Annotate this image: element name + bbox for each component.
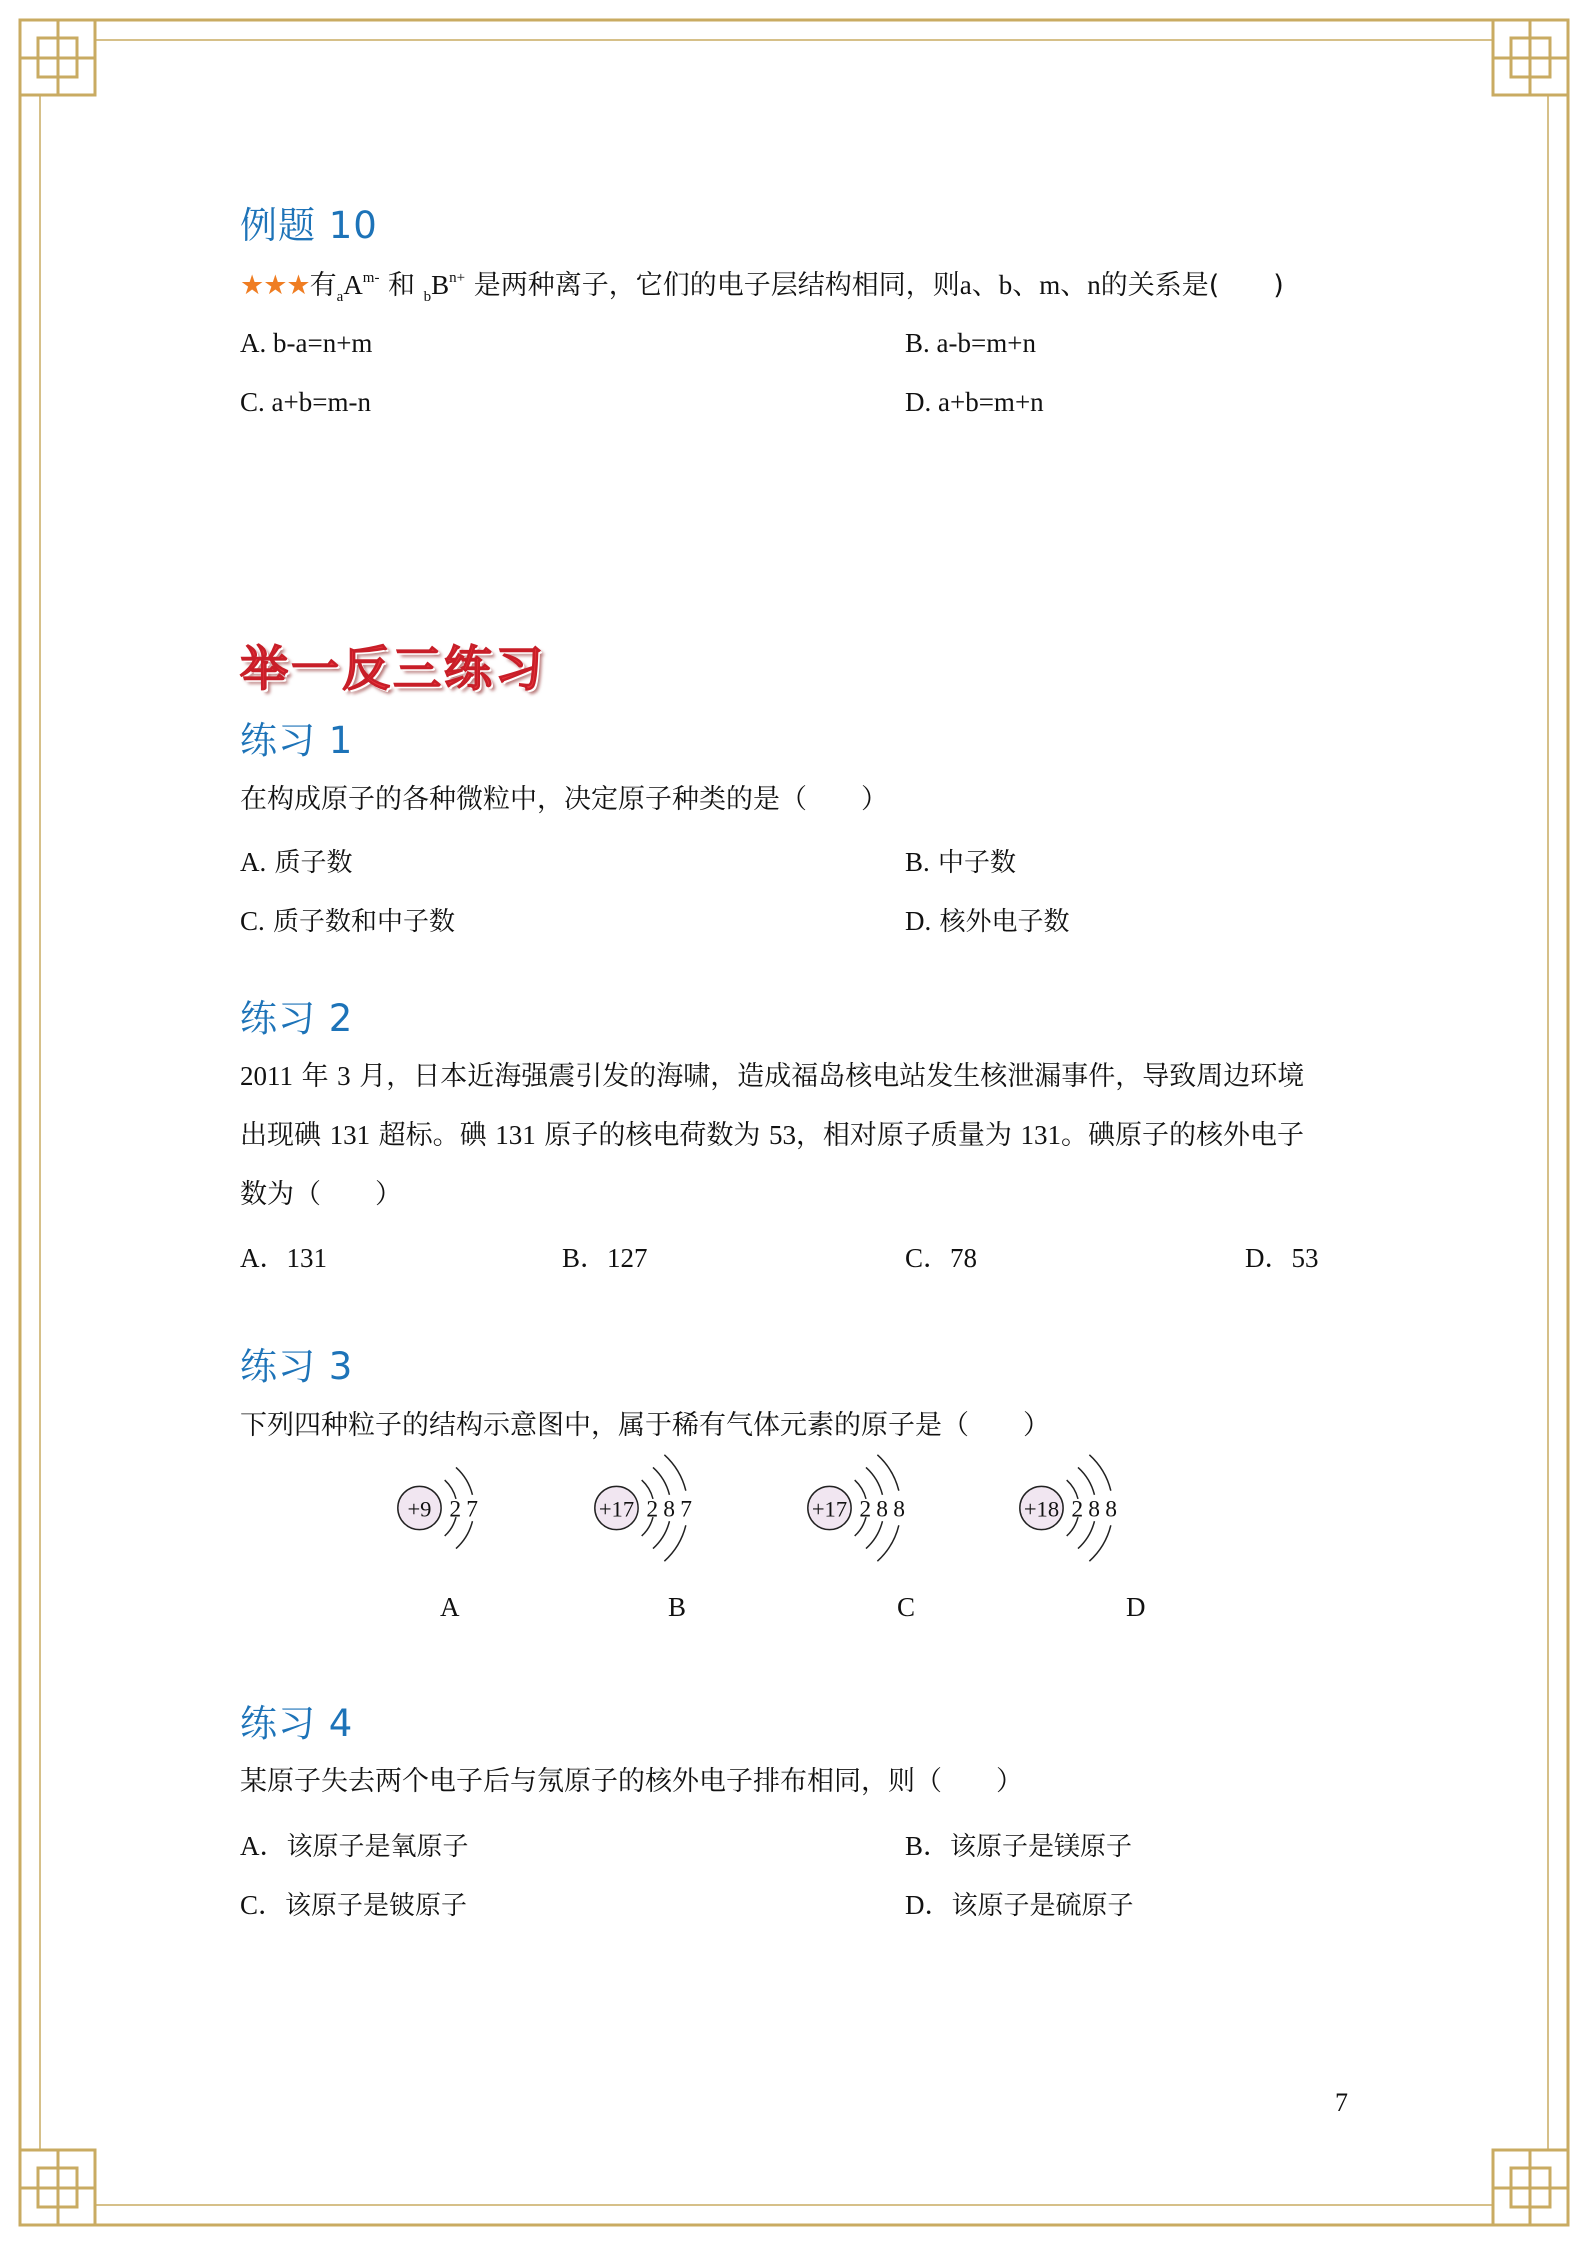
practice-banner: 举一反三练习 <box>240 641 547 697</box>
nucleus-charge: +17 <box>598 1496 635 1522</box>
exercise-4-option-c[interactable]: C．该原子是铍原子 <box>240 1890 468 1921</box>
exercise-1-option-b[interactable]: B. 中子数 <box>905 847 1017 878</box>
shell-electron-count: 2 <box>646 1496 659 1523</box>
atom-diagram-label-a[interactable]: A <box>440 1592 460 1622</box>
electron-shell-arc <box>664 1525 685 1561</box>
exercise-2-line-1: 2011 年 3 月，日本近海强震引发的海啸，造成福岛核电站发生核泄漏事件，导致周边环境 <box>240 1061 1305 1092</box>
shell-electron-count: 8 <box>893 1496 906 1523</box>
shell-electron-count: 2 <box>449 1496 462 1523</box>
electron-shell-arc <box>1078 1467 1094 1494</box>
nucleus-charge: +18 <box>1023 1496 1060 1522</box>
difficulty-stars-icon: ★★★ <box>240 270 310 301</box>
atom-diagram-b <box>592 1448 752 1568</box>
exercise-1-question: 在构成原子的各种微粒中，决定原子种类的是（ ） <box>240 784 888 815</box>
electron-shell-arc <box>653 1521 669 1548</box>
exercise-2-option-c[interactable]: C．78 <box>905 1243 978 1273</box>
atom-diagram-label-c[interactable]: C <box>897 1592 916 1622</box>
example-10-option-d[interactable]: D. a+b=m+n <box>905 387 1044 417</box>
example-10-option-c[interactable]: C. a+b=m-n <box>240 387 371 417</box>
exercise-2-line-3: 数为（ ） <box>240 1179 402 1210</box>
example-10-question: ★★★有$_aA^{m-}$ 和 $_bB^{n+}$ 是两种离子，它们的电子层结构相同，则a、b、m、n的关系是( ) <box>240 270 1284 305</box>
exercise-2-question <box>240 1047 1360 1224</box>
shell-electron-count: 8 <box>1088 1496 1101 1523</box>
exercise-2-option-a[interactable]: A．131 <box>240 1243 327 1273</box>
electron-shell-arc <box>1078 1521 1094 1548</box>
shell-electron-count: 8 <box>663 1496 676 1523</box>
exercise-1-option-c[interactable]: C. 质子数和中子数 <box>240 906 456 937</box>
electron-shell-arc <box>653 1467 669 1494</box>
atom-diagram-label-d[interactable]: D <box>1126 1592 1146 1622</box>
electron-shell-arc <box>877 1525 898 1561</box>
exercise-3-title: 练习 3 <box>240 1345 354 1388</box>
exercise-1-title: 练习 1 <box>240 719 354 762</box>
electron-shell-arc <box>1089 1455 1110 1491</box>
exercise-2-option-d[interactable]: D．53 <box>1245 1243 1319 1273</box>
corner-ornament-top-left <box>20 20 95 95</box>
electron-shell-arc <box>456 1521 472 1548</box>
example-10-option-a[interactable]: A. b-a=n+m <box>240 328 373 358</box>
nucleus-charge: +9 <box>407 1496 432 1522</box>
exercise-4-option-a[interactable]: A．该原子是氧原子 <box>240 1831 469 1862</box>
electron-shell-arc <box>1089 1525 1110 1561</box>
nucleus-charge: +17 <box>811 1496 848 1522</box>
exercise-1-option-a[interactable]: A. 质子数 <box>240 847 353 878</box>
atom-diagram-d <box>1017 1448 1177 1568</box>
exercise-4-option-b[interactable]: B．该原子是镁原子 <box>905 1831 1133 1862</box>
exercise-1-option-d[interactable]: D. 核外电子数 <box>905 906 1070 937</box>
shell-electron-count: 8 <box>876 1496 889 1523</box>
shell-electron-count: 2 <box>859 1496 872 1523</box>
electron-shell-arc <box>664 1455 685 1491</box>
corner-ornament-bottom-right <box>1493 2150 1568 2225</box>
atom-diagram-c <box>805 1448 965 1568</box>
corner-ornament-top-right <box>1493 20 1568 95</box>
electron-shell-arc <box>877 1455 898 1491</box>
shell-electron-count: 7 <box>466 1496 479 1523</box>
exercise-2-title: 练习 2 <box>240 997 354 1040</box>
exercise-2-line-2: 出现碘 131 超标。碘 131 原子的核电荷数为 53，相对原子质量为 131。碘原子的核外电子 <box>240 1120 1305 1151</box>
shell-electron-count: 2 <box>1071 1496 1084 1523</box>
shell-electron-count: 7 <box>680 1496 693 1523</box>
atom-diagram-a <box>395 1448 555 1568</box>
electron-shell-arc <box>866 1521 882 1548</box>
exercise-4-title: 练习 4 <box>240 1702 354 1745</box>
corner-ornament-bottom-left <box>20 2150 95 2225</box>
example-10-title: 例题 10 <box>240 204 378 247</box>
page-number: 7 <box>1335 2088 1348 2117</box>
electron-shell-arc <box>456 1467 472 1494</box>
exercise-3-question: 下列四种粒子的结构示意图中，属于稀有气体元素的原子是（ ） <box>240 1410 1050 1441</box>
atom-diagram-label-b[interactable]: B <box>668 1592 687 1622</box>
electron-shell-arc <box>866 1467 882 1494</box>
shell-electron-count: 8 <box>1105 1496 1118 1523</box>
exercise-4-question: 某原子失去两个电子后与氖原子的核外电子排布相同，则（ ） <box>240 1766 1023 1797</box>
exercise-2-option-b[interactable]: B．127 <box>562 1243 648 1273</box>
example-10-option-b[interactable]: B. a-b=m+n <box>905 328 1036 358</box>
exercise-4-option-d[interactable]: D．该原子是硫原子 <box>905 1890 1134 1921</box>
